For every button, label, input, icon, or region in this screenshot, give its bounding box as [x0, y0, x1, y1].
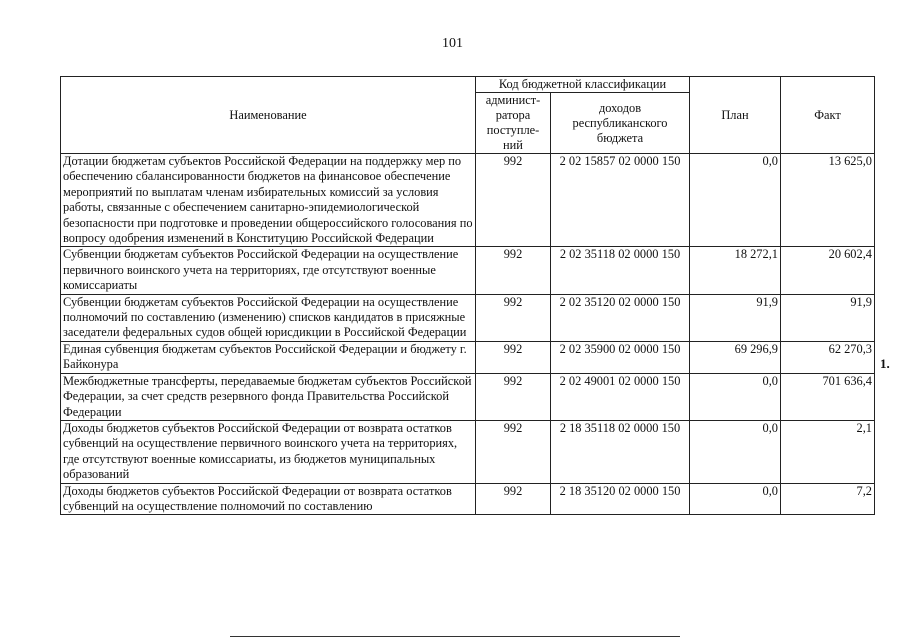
row-plan: 18 272,1 — [690, 247, 781, 294]
budget-revenue-table — [60, 76, 875, 515]
row-admin-code: 992 — [476, 373, 551, 420]
row-revenue-code: 2 02 35118 02 0000 150 — [551, 247, 690, 294]
row-name: Дотации бюджетам субъектов Российской Федерации на поддержку мер по обеспечению сбалансированности бюджетов на финансовое обеспечение мероприятий по выплатам членам избирательных комиссий за условия работы, связанные с обеспечением санитарно-эпидемиологической безопасности при подготовке и проведении общероссийского голосования по вопросу одобрения изменений в Конституцию Российской Федерации — [61, 154, 476, 247]
row-admin-code: 992 — [476, 483, 551, 515]
table-row — [61, 373, 875, 420]
row-revenue-code: 2 02 49001 02 0000 150 — [551, 373, 690, 420]
row-plan: 69 296,9 — [690, 341, 781, 373]
row-admin-code: 992 — [476, 247, 551, 294]
row-name: Субвенции бюджетам субъектов Российской Федерации на осуществление полномочий по составлению (изменению) списков кандидатов в присяжные заседатели федеральных судов общей юрисдикции в Российской Федерации — [61, 294, 476, 341]
row-revenue-code: 2 18 35118 02 0000 150 — [551, 420, 690, 483]
table-row — [61, 420, 875, 483]
row-revenue-code: 2 02 15857 02 0000 150 — [551, 154, 690, 247]
table-row — [61, 154, 875, 247]
row-name: Доходы бюджетов субъектов Российской Федерации от возврата остатков субвенций на осуществление первичного воинского учета на территориях, где отсутствуют военные комиссариаты, из бюджетов муниципальных образований — [61, 420, 476, 483]
row-admin-code: 992 — [476, 154, 551, 247]
row-plan: 0,0 — [690, 154, 781, 247]
row-name: Межбюджетные трансферты, передаваемые бюджетам субъектов Российской Федерации, за счет средств резервного фонда Правительства Российской Федерации — [61, 373, 476, 420]
row-plan: 91,9 — [690, 294, 781, 341]
page-number: 101 — [442, 36, 463, 51]
table-row — [61, 247, 875, 294]
row-revenue-code: 2 02 35900 02 0000 150 — [551, 341, 690, 373]
row-fact: 91,9 — [781, 294, 875, 341]
row-fact: 13 625,0 — [781, 154, 875, 247]
row-plan: 0,0 — [690, 483, 781, 515]
row-admin-code: 992 — [476, 294, 551, 341]
row-fact: 2,1 — [781, 420, 875, 483]
footer-divider — [230, 636, 680, 637]
row-revenue-code: 2 18 35120 02 0000 150 — [551, 483, 690, 515]
header-code-group: Код бюджетной классификации — [476, 77, 690, 93]
table-row — [61, 294, 875, 341]
row-plan: 0,0 — [690, 373, 781, 420]
margin-mark: 1. — [880, 356, 890, 371]
header-fact: Факт — [781, 77, 875, 154]
row-fact: 20 602,4 — [781, 247, 875, 294]
table-row — [61, 341, 875, 373]
header-plan: План — [690, 77, 781, 154]
header-name: Наименование — [61, 77, 476, 154]
table-row — [61, 483, 875, 515]
row-plan: 0,0 — [690, 420, 781, 483]
row-fact: 7,2 — [781, 483, 875, 515]
header-admin: админист-ратора поступле-ний — [476, 93, 551, 154]
row-name: Доходы бюджетов субъектов Российской Федерации от возврата остатков субвенций на осуществление полномочий по составлению — [61, 483, 476, 515]
row-admin-code: 992 — [476, 341, 551, 373]
row-name: Единая субвенция бюджетам субъектов Российской Федерации и бюджету г. Байконура — [61, 341, 476, 373]
header-revenue: доходов республиканского бюджета — [551, 93, 690, 154]
row-fact: 62 270,3 — [781, 341, 875, 373]
row-admin-code: 992 — [476, 420, 551, 483]
row-fact: 701 636,4 — [781, 373, 875, 420]
row-revenue-code: 2 02 35120 02 0000 150 — [551, 294, 690, 341]
row-name: Субвенции бюджетам субъектов Российской Федерации на осуществление первичного воинского учета на территориях, где отсутствуют военные комиссариаты — [61, 247, 476, 294]
